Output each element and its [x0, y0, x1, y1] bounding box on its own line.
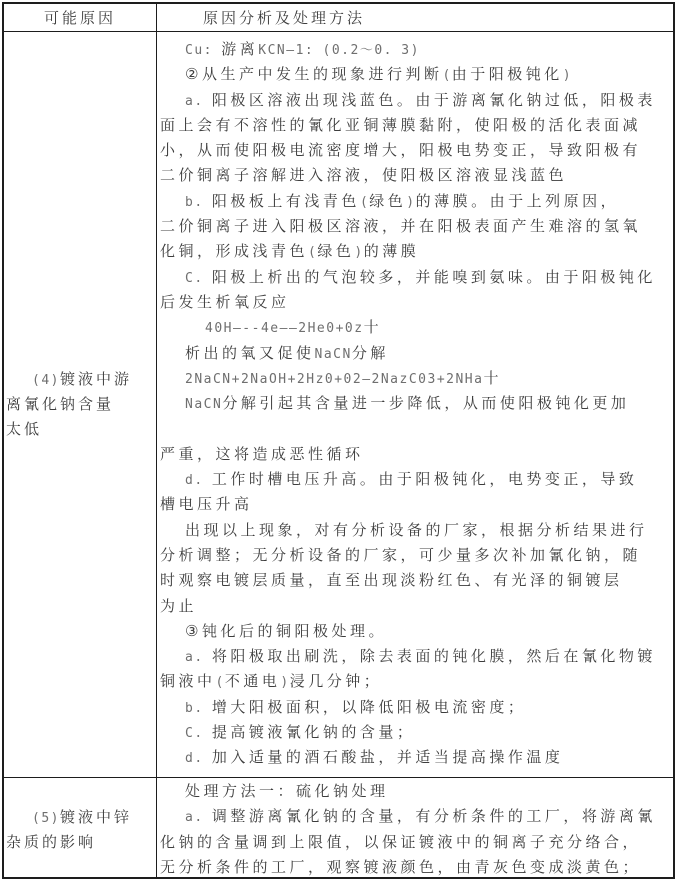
ascii-text: b. [185, 194, 204, 210]
table-row-cause-4 [4, 32, 673, 778]
ascii-text: 2NaCN+2NaOH+2Hz0+02—2NazC03+2NHa [185, 371, 484, 387]
text-line: 严重，这将造成恶性循环 [160, 444, 364, 463]
text-line: 面上会有不溶性的氰化亚铜薄膜黏附，使阳极的活化表面减 [160, 115, 642, 134]
text-line: NaCN分解引起其含量进一步降低，从而使阳极钝化更加 [185, 394, 630, 413]
ascii-text: ) [406, 194, 416, 210]
table-row-cause-5 [4, 778, 673, 877]
ascii-text: a. [185, 650, 204, 666]
text-line: 化钠的含量调到上限值，以保证镀液中的铜离子充分络合， [160, 832, 642, 851]
header-cause-analysis: 原因分析及处理方法 [203, 9, 366, 27]
text-line: d. 加入适量的酒石酸盐，并适当提高操作温度 [185, 748, 564, 767]
text-line: 小，从而使阳极电流密度增大，阳极电势变正，导致阳极有 [160, 141, 642, 160]
ascii-text: KCN—1: [258, 43, 315, 58]
ascii-text: ) [354, 245, 364, 261]
ascii-text: (4) [32, 373, 60, 388]
ascii-text: ) [562, 68, 573, 84]
text-line: 处理方法一：硫化钠处理 [185, 782, 389, 800]
text-line: 为止 [160, 596, 198, 615]
text-line: 析出的氧又促使NaCN分解 [185, 343, 389, 362]
ascii-text: (0.2～0. [322, 43, 393, 58]
text-line: 无分析条件的工厂，观察镀液颜色，由青灰色变成淡黄色； [160, 857, 642, 876]
troubleshooting-table [2, 2, 675, 879]
ascii-text: C. [185, 726, 204, 742]
text-line: 出现以上现象，对有分析设备的厂家，根据分析结果进行 [185, 520, 648, 539]
ascii-text: (5) [32, 811, 60, 826]
ascii-text: d. [185, 751, 204, 767]
ascii-text: NaCN [185, 397, 223, 413]
text-line: 2NaCN+2NaOH+2Hz0+02—2NazC03+2NHa十 [185, 368, 502, 387]
text-line: (4)镀液中游 [32, 370, 132, 388]
text-line [157, 416, 673, 441]
text-line: 二价铜离子溶解进入溶液，使阳极区溶液显浅蓝色 [160, 166, 568, 185]
ascii-text: ( [215, 675, 225, 691]
text-line: 时观察电镀层质量，直至出现淡粉红色、有光泽的铜镀层 [160, 571, 623, 590]
text-line: 杂质的影响 [6, 833, 97, 851]
text-line: 分析调整；无分析设备的厂家，可少量多次补加氰化钠，随 [160, 545, 642, 564]
ascii-text: a. [185, 93, 204, 109]
ascii-text: 40H—--4e——2He0+0z [205, 321, 364, 337]
text-line: a. 阳极区溶液出现浅蓝色。由于游离氰化钠过低，阳极表 [185, 90, 656, 109]
text-line: 太低 [6, 420, 43, 438]
cause-cell-4 [4, 32, 157, 777]
text-line: 离氰化钠含量 [6, 395, 115, 413]
text-line: 后发生析氧反应 [160, 292, 290, 311]
ascii-text: ( [442, 68, 452, 84]
text-line: ②从生产中发生的现象进行判断(由于阳极钝化) [185, 65, 573, 84]
ascii-text: 3) [401, 43, 420, 58]
text-line: a. 将阳极取出刷洗，除去表面的钝化膜，然后在氰化物镀 [185, 647, 656, 666]
text-line: 化铜，形成浅青色(绿色)的薄膜 [160, 242, 420, 261]
table-header-row [4, 4, 673, 32]
text-line: ③钝化后的铜阳极处理。 [185, 621, 387, 640]
text-line: b. 增大阳极面积，以降低阳极电流密度； [185, 697, 527, 716]
ascii-text: ) [280, 675, 290, 691]
text-line: d. 工作时槽电压升高。由于阳极钝化，电势变正，导致 [185, 470, 638, 489]
text-line: Cu: 游离KCN—1: (0.2～0. 3) [185, 40, 420, 58]
ascii-text: a. [185, 810, 204, 826]
analysis-cell-4 [157, 32, 673, 777]
header-possible-cause: 可能原因 [4, 4, 157, 31]
ascii-text: C. [185, 270, 204, 286]
analysis-cell-5 [157, 778, 673, 877]
text-line: C. 提高镀液氰化钠的含量； [185, 723, 416, 742]
text-line: C. 阳极上析出的气泡较多，并能嗅到氨味。由于阳极钝化 [185, 267, 656, 286]
ascii-text: Cu: [185, 43, 213, 58]
text-line: (5)镀液中锌 [32, 808, 132, 826]
ascii-text: NaCN [314, 346, 352, 362]
text-line: 槽电压升高 [160, 495, 253, 514]
ascii-text: d. [185, 473, 204, 489]
ascii-text: ( [359, 194, 370, 210]
cause-cell-5 [4, 778, 157, 877]
ascii-text: b. [185, 700, 204, 716]
ascii-text: ( [308, 245, 318, 261]
text-line: b. 阳极板上有浅青色(绿色)的薄膜。由于上列原因， [185, 191, 620, 210]
text-line: a. 调整游离氰化钠的含量，有分析条件的工厂，将游离氰 [185, 807, 656, 826]
text-line: 40H—--4e——2He0+0z十 [205, 318, 383, 337]
text-line: 铜液中(不通电)浸几分钟； [160, 672, 383, 691]
text-line: 二价铜离子进入阳极区溶液，并在阳极表面产生难溶的氢氧 [160, 217, 642, 236]
